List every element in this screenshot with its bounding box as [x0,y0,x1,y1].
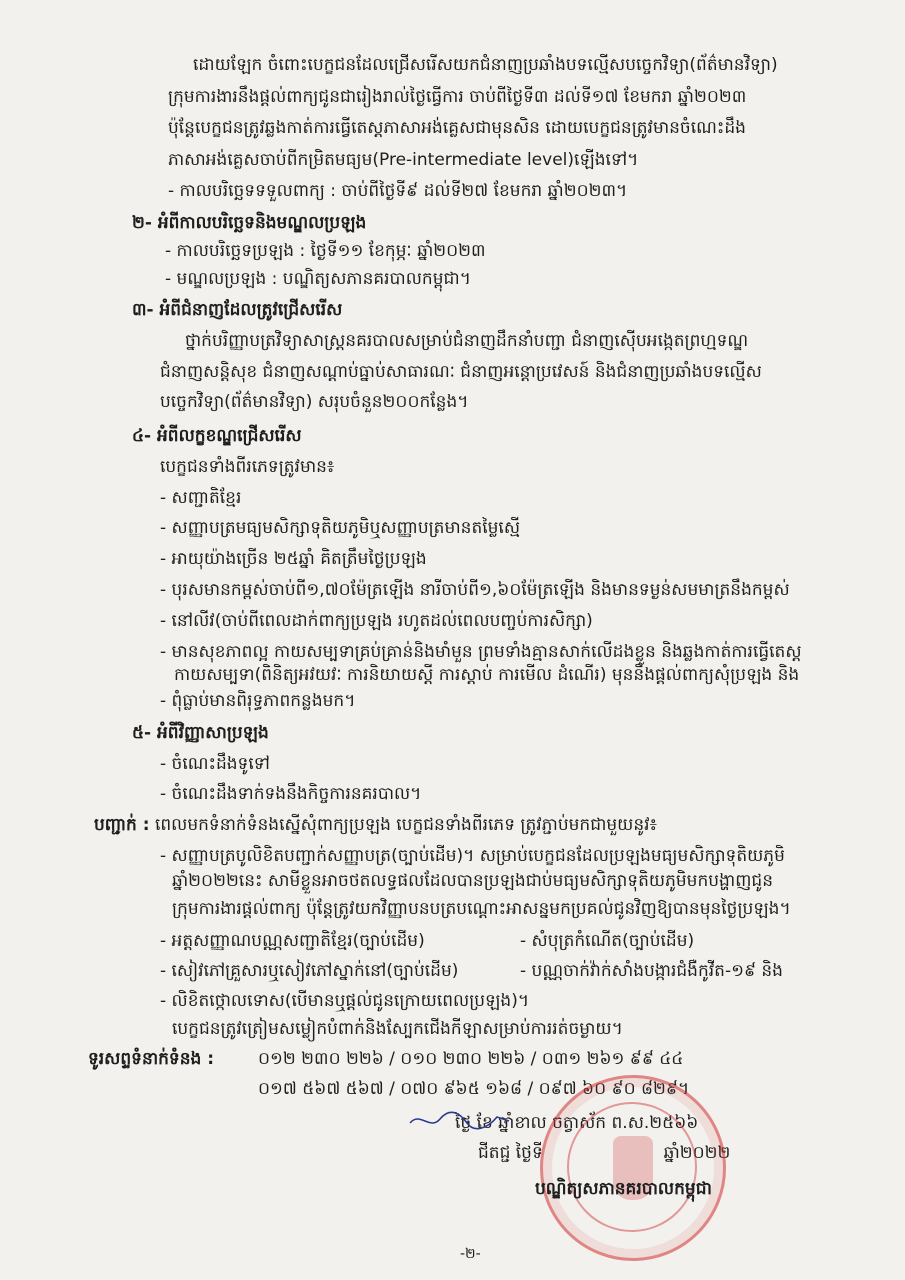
page-number: -២- [460,1246,481,1262]
list-item: - លិខិតថ្កោលទោស(បើមានឬផ្តល់ជូនក្រោយពេលប្រឡង)។ [160,991,530,1011]
contact-phones-row-2: ០១៧ ៥៦៧ ៥៦៧ / ០៧០ ៩៦៥ ១៦៨ / ០៩៧ ៦០ ៩០ ៨២៩។ [258,1079,690,1099]
paragraph-line: ជំនាញសន្តិសុខ ជំនាញសណ្តាប់ធ្នាប់សាធារណៈ ជំនាញអន្តោប្រវេសន៍ និងជំនាញប្រឆាំងបទល្មើស [160,362,762,382]
paragraph-line: ភាសាអង់គ្លេសចាប់ពីកម្រិតមធ្យម(Pre-intermediate level)ឡើងទៅ។ [168,150,639,170]
list-item-continuation: កាយសម្បទា(ពិនិត្យអវយវៈ ការនិយាយស្តី ការស្តាប់ ការមើល ដំណើរ) មុននឹងផ្តល់ពាក្យសុំប្រឡង និង [174,665,800,685]
list-item: - កាលបរិច្ឆេទទទួលពាក្យ : ចាប់ពីថ្ងៃទី៩ ដល់ទី២៧ ខែមករា ឆ្នាំ២០២៣។ [168,181,628,201]
official-stamp-icon [540,1075,726,1261]
section-5-heading: ៥- អំពីវិញ្ញាសាប្រឡង [132,723,269,743]
paragraph-line: ប៉ុន្តែបេក្ខជនត្រូវឆ្លងកាត់ការធ្វើតេស្តភាសាអង់គ្លេសជាមុនសិន ដោយបេក្ខជនត្រូវមានចំណេះដឹង [168,118,746,138]
paragraph-line: ក្រុមការងារនឹងផ្តល់ពាក្យជូនជារៀងរាល់ថ្ងៃធ្វើការ ចាប់ពីថ្ងៃទី៣ ដល់ទី១៧ ខែមករា ឆ្នាំ២០២៣ [168,87,747,107]
list-item-continuation: ឆ្នាំ២០២២នេះ សាមីខ្លួនអាចថតលទ្ធផលដែលបានប្រឡងជាប់មធ្យមសិក្សាទុតិយភូមិមកបង្ហាញជូន [172,871,773,891]
list-item: - ពុំធ្លាប់មានពិរុទ្ធភាពកន្លងមក។ [160,691,356,711]
list-item: - សៀវភៅគ្រួសារឬសៀវភៅស្នាក់នៅ(ច្បាប់ដើម) [160,961,459,981]
contact-label: ទូរសព្ទទំនាក់ទំនង : [88,1049,215,1069]
solar-date-prefix: ជីតជ្ជ ថ្ងៃទី [478,1143,543,1163]
list-item: - មណ្ឌលប្រឡង : បណ្ឌិត្យសភានគរបាលកម្ពុជា។ [165,269,471,289]
paragraph-line: បេក្ខជនត្រូវត្រៀមសម្លៀកបំពាក់និងស្បែកជើងកីឡាសម្រាប់ការរត់ចម្ងាយ។ [172,1019,623,1039]
note-line [94,814,657,836]
list-item: - កាលបរិច្ឆេទប្រឡង : ថ្ងៃទី១១ ខែកុម្ភៈ ឆ្នាំ២០២៣ [165,241,486,261]
list-item: - នៅលីវ(ចាប់ពីពេលដាក់ពាក្យប្រឡង រហូតដល់ពេលបញ្ចប់ការសិក្សា) [160,611,593,631]
section-2-heading: ២- អំពីកាលបរិច្ឆេទនិងមណ្ឌលប្រឡង [132,213,367,233]
list-item: - សញ្ញាបត្រមធ្យមសិក្សាទុតិយភូមិឬសញ្ញាបត្រមានតម្លៃស្មើ [160,518,521,538]
contact-phones-row-1: ០១២ ២៣០ ២២៦ / ០១០ ២៣០ ២២៦ / ០៣១ ២៦១ ៩៩ ៤៤ [258,1049,684,1069]
solar-date-suffix: ឆ្នាំ២០២២ [663,1143,731,1163]
note-label: បញ្ជាក់ : [94,815,150,835]
section-3-heading: ៣- អំពីជំនាញដែលត្រូវជ្រើសរើស [132,300,343,320]
list-item: - អត្តសញ្ញាណបណ្ណសញ្ជាតិខ្មែរ(ច្បាប់ដើម) [160,931,425,951]
list-item: - មានសុខភាពល្អ កាយសម្បទាគ្រប់គ្រាន់និងមាំមួន ព្រមទាំងគ្មានសាក់លើដងខ្លួន និងឆ្លងកាត់ការធ្វើតេស្ត [160,642,802,662]
paragraph-line: ថ្នាក់បរិញ្ញាបត្រវិទ្យាសាស្រ្តនគរបាលសម្រាប់ជំនាញដឹកនាំបញ្ជា ជំនាញស៊ើបអង្កេតព្រហ្មទណ្ឌ [185,331,749,351]
section-intro: បេក្ខជនទាំងពីរភេទត្រូវមាន៖ [160,457,335,477]
paragraph-line: ដោយឡែក ចំពោះបេក្ខជនដែលជ្រើសរើសយកជំនាញប្រឆាំងបទល្មើសបច្ចេកវិទ្យា(ព័ត៌មានវិទ្យា) [193,55,778,75]
list-item: - ចំណេះដឹងទូទៅ [160,754,270,774]
list-item-continuation: ក្រុមការងារផ្តល់ពាក្យ ប៉ុន្តែត្រូវយកវិញ្ញាបនបត្របណ្តោះអាសន្នមកប្រគល់ជូនវិញឱ្យបានមុនថ្ងៃប្រឡង។ [172,899,791,919]
lunar-date: ថ្ងៃ ខែ ឆ្នាំខាល ចត្វាស័ក ព.ស.២៥៦៦ [455,1113,699,1133]
list-item: - សញ្ញាបត្របូលិខិតបញ្ជាក់សញ្ញាបត្រ(ច្បាប់ដើម)។ សម្រាប់បេក្ខជនដែលប្រឡងមធ្យមសិក្សាទុតិយភូមិ [160,846,785,866]
paragraph-line: បច្ចេកវិទ្យា(ព័ត៌មានវិទ្យា) សរុបចំនួន២០០កន្លែង។ [160,392,469,412]
handwritten-date-icon [405,1105,515,1133]
list-item: - អាយុយ៉ាងច្រើន ២៥ឆ្នាំ គិតត្រឹមថ្ងៃប្រឡង [160,549,427,569]
list-item: - ចំណេះដឹងទាក់ទងនឹងកិច្ចការនគរបាល។ [160,784,422,804]
section-4-heading: ៤- អំពីលក្ខខណ្ឌជ្រើសរើស [132,426,302,446]
list-item: - សំបុត្រកំណើត(ច្បាប់ដើម) [520,931,695,951]
list-item: - បណ្ណចាក់វ៉ាក់សាំងបង្ការជំងឺកូវីត-១៩ និង [520,961,783,981]
signatory: បណ្ឌិត្យសភានគរបាលកម្ពុជា [535,1179,712,1199]
list-item: - បុរសមានកម្ពស់ចាប់ពី១,៧០ម៉ែត្រឡើង នារីចាប់ពី១,៦០ម៉ែត្រឡើង និងមានទម្ងន់សមមាត្រនឹងកម្ពស់ [160,580,790,600]
note-text: ពេលមកទំនាក់ទំនងស្នើសុំពាក្យប្រឡង បេក្ខជនទាំងពីរភេទ ត្រូវភ្ជាប់មកជាមួយនូវ៖ [154,815,658,835]
list-item: - សញ្ជាតិខ្មែរ [160,488,242,508]
